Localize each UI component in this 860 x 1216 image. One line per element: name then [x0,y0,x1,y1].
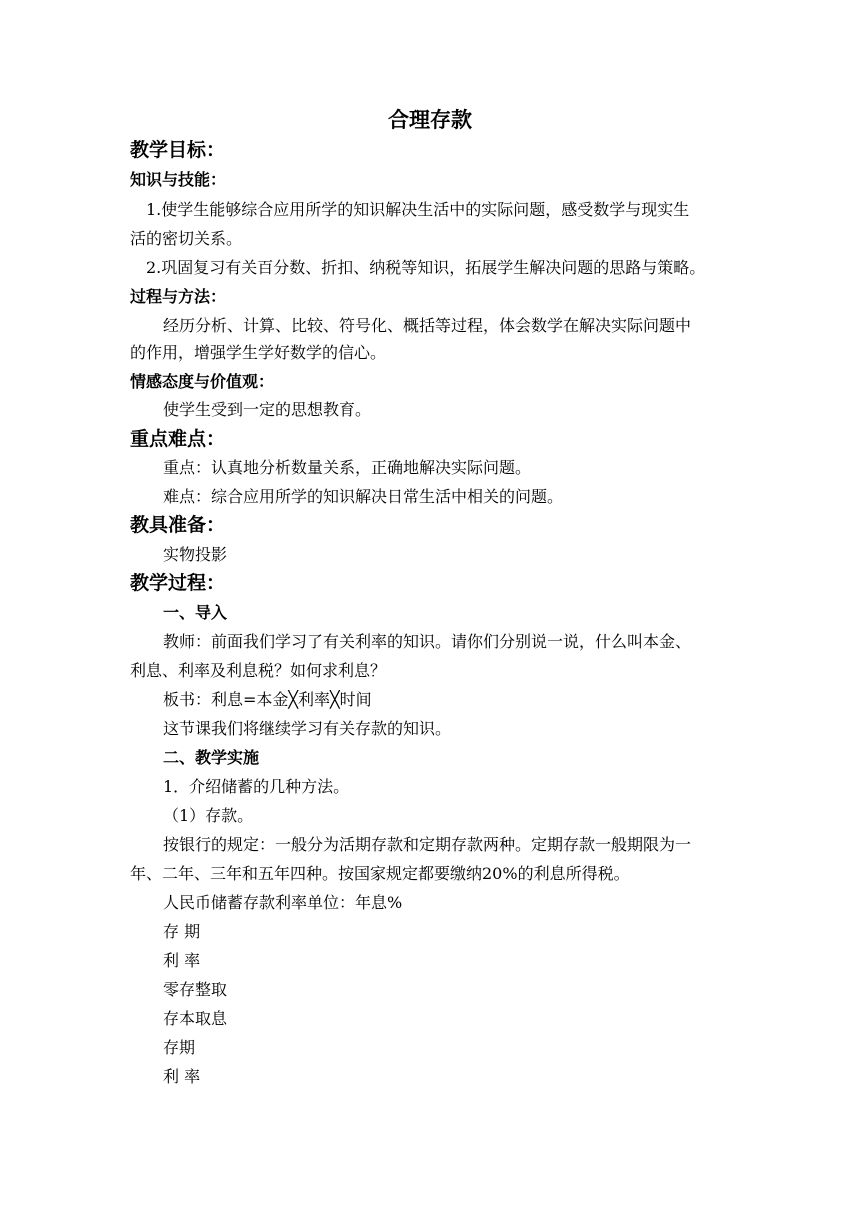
process-line1: 经历分析、计算、比较、符号化、概括等过程，体会数学在解决实际问题中 [163,316,692,335]
difficult-point: 难点：综合应用所学的知识解决日常生活中相关的问题。 [163,487,564,506]
step2-rule-line2: 年、二年、三年和五年四种。按国家规定都要缴纳20%的利息所得税。 [130,864,630,883]
step1-intro: 这节课我们将继续学习有关存款的知识。 [163,719,452,738]
step2-rule-line1: 按银行的规定：一般分为活期存款和定期存款两种。定期存款一般期限为一 [163,835,692,854]
knowledge-item1-line2: 活的密切关系。 [130,229,243,248]
teaching-process-heading: 教学过程： [130,572,226,594]
term-label-1: 存 期 [163,922,201,941]
attitude-heading: 情感态度与价值观： [130,372,275,391]
key-point: 重点：认真地分析数量关系，正确地解决实际问题。 [163,458,532,477]
process-heading: 过程与方法： [130,287,227,306]
rate-label-1: 利 率 [163,951,201,970]
step1-line2: 利息、利率及利息税？如何求利息？ [130,661,387,680]
process-line2: 的作用，增强学生学好数学的信心。 [130,343,387,362]
knowledge-item1-line1: 1.使学生能够综合应用所学的知识解决生活中的实际问题，感受数学与现实生 [146,200,690,219]
cunben-quxi: 存本取息 [163,1009,228,1028]
attitude-text: 使学生受到一定的思想教育。 [163,400,372,419]
step1-line1: 教师：前面我们学习了有关利率的知识。请你们分别说一说，什么叫本金、 [163,632,692,651]
objectives-heading: 教学目标： [130,139,226,161]
step2-sub1: （1）存款。 [163,806,254,825]
key-heading: 重点难点： [130,428,226,450]
step1-board: 板书：利息=本金╳利率╳时间 [163,690,372,709]
rate-label-2: 利 率 [163,1067,201,1086]
step2-heading: 二、教学实施 [163,748,260,767]
tools-text: 实物投影 [163,545,228,564]
document-title: 合理存款 [388,107,472,132]
term-label-2: 存期 [163,1038,196,1057]
tools-heading: 教具准备： [130,514,226,536]
step2-item1: 1．介绍储蓄的几种方法。 [163,777,350,796]
knowledge-item2: 2.巩固复习有关百分数、折扣、纳税等知识，拓展学生解决问题的思路与策略。 [146,258,706,277]
step1-heading: 一、导入 [163,603,228,622]
lingcun-zhengqu: 零存整取 [163,980,228,999]
rate-unit: 人民币储蓄存款利率单位：年息% [163,893,403,912]
knowledge-heading: 知识与技能： [130,170,227,189]
